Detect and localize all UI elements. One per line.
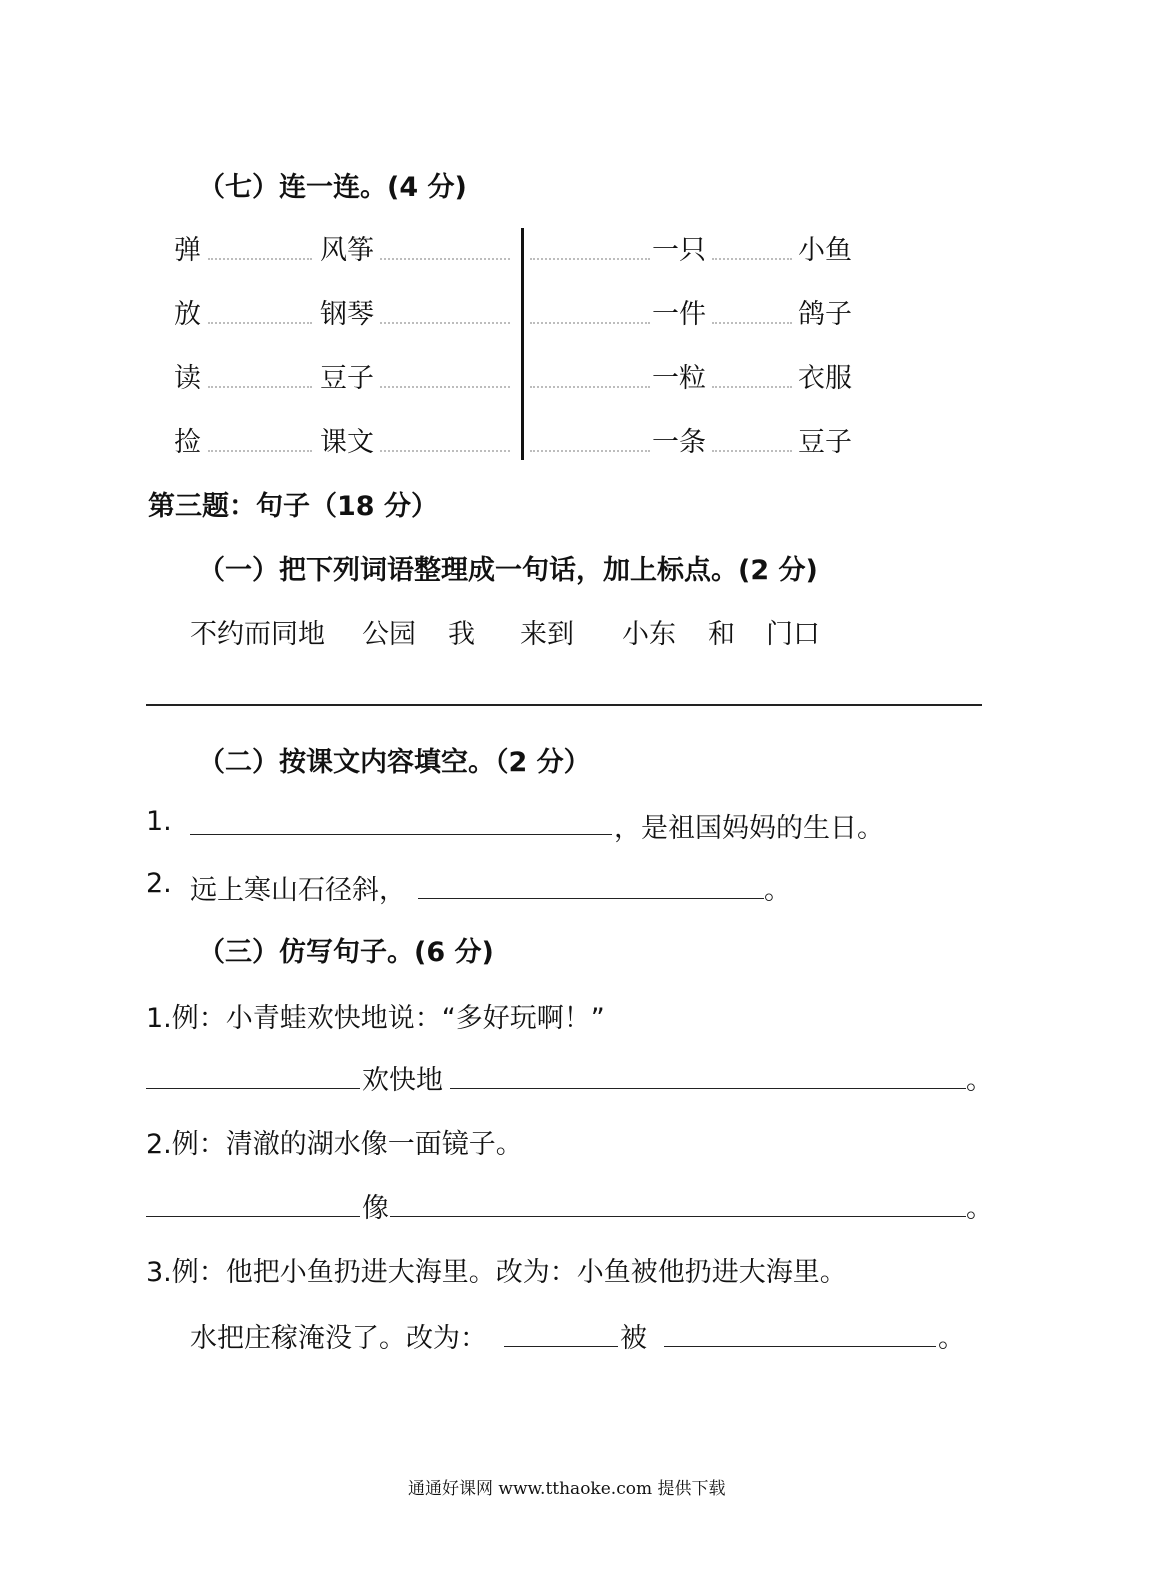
task-sentence: 水把庄稼淹没了。改为：	[190, 1323, 487, 1354]
left-verb: 放	[174, 299, 201, 330]
right-measure: 一件	[652, 299, 706, 330]
left-noun: 风筝	[320, 235, 374, 266]
item-text: 像	[362, 1193, 389, 1224]
fill-blank[interactable]	[504, 1346, 618, 1347]
left-verb: 捡	[174, 427, 201, 458]
fill-blank[interactable]	[664, 1346, 936, 1347]
item-text: ，是祖国妈妈的生日。	[614, 813, 884, 844]
section7-heading: （七）连一连。(4 分)	[198, 172, 467, 203]
item-text: 。	[966, 1065, 993, 1096]
dotted-guide	[712, 322, 792, 324]
left-verb: 读	[174, 363, 201, 394]
column-divider	[521, 228, 524, 460]
item-number: 2.	[146, 868, 172, 899]
item-text: 欢快地	[362, 1065, 443, 1096]
example-sentence: 2.例：清澈的湖水像一面镜子。	[146, 1129, 523, 1160]
q2-heading: （二）按课文内容填空。（2 分）	[198, 747, 591, 778]
example-sentence: 1.例：小青蛙欢快地说：“多好玩啊！”	[146, 1003, 605, 1034]
word-chip: 我	[448, 619, 475, 650]
dotted-guide	[530, 450, 650, 452]
dotted-guide	[380, 386, 510, 388]
right-measure: 一条	[652, 427, 706, 458]
dotted-guide	[712, 386, 792, 388]
right-noun: 小鱼	[798, 235, 852, 266]
dotted-guide	[208, 386, 312, 388]
dotted-guide	[208, 258, 312, 260]
fill-blank[interactable]	[146, 1216, 360, 1217]
word-chip: 公园	[362, 619, 416, 650]
dotted-guide	[712, 258, 792, 260]
item-text: 被	[620, 1323, 647, 1354]
item-text: 。	[764, 875, 791, 906]
fill-blank[interactable]	[190, 834, 612, 835]
item-number: 1.	[146, 806, 172, 837]
word-chip: 来到	[520, 619, 574, 650]
dotted-guide	[208, 450, 312, 452]
right-measure: 一粒	[652, 363, 706, 394]
q3-heading: （三）仿写句子。(6 分)	[198, 937, 494, 968]
dotted-guide	[530, 322, 650, 324]
example-sentence: 3.例：他把小鱼扔进大海里。改为：小鱼被他扔进大海里。	[146, 1257, 847, 1288]
right-noun: 衣服	[798, 363, 852, 394]
q1-heading: （一）把下列词语整理成一句话，加上标点。(2 分)	[198, 555, 818, 586]
footer-text: 通通好课网 www.tthaoke.com 提供下载	[408, 1479, 726, 1499]
word-chip: 不约而同地	[190, 619, 325, 650]
dotted-guide	[380, 322, 510, 324]
left-verb: 弹	[174, 235, 201, 266]
left-noun: 钢琴	[320, 299, 374, 330]
word-chip: 小东	[622, 619, 676, 650]
item-text: 。	[938, 1323, 965, 1354]
fill-blank[interactable]	[418, 898, 764, 899]
dotted-guide	[530, 258, 650, 260]
dotted-guide	[380, 258, 510, 260]
item-text: 。	[966, 1193, 993, 1224]
dotted-guide	[712, 450, 792, 452]
dotted-guide	[208, 322, 312, 324]
item-text: 远上寒山石径斜，	[190, 875, 406, 906]
word-chip: 和	[708, 619, 735, 650]
fill-blank[interactable]	[146, 1088, 360, 1089]
answer-line[interactable]	[146, 704, 982, 706]
fill-blank[interactable]	[390, 1216, 966, 1217]
dotted-guide	[380, 450, 510, 452]
dotted-guide	[530, 386, 650, 388]
part3-heading: 第三题：句子（18 分）	[148, 491, 438, 522]
left-noun: 课文	[320, 427, 374, 458]
right-noun: 豆子	[798, 427, 852, 458]
fill-blank[interactable]	[450, 1088, 966, 1089]
right-noun: 鸽子	[798, 299, 852, 330]
word-chip: 门口	[766, 619, 820, 650]
left-noun: 豆子	[320, 363, 374, 394]
right-measure: 一只	[652, 235, 706, 266]
